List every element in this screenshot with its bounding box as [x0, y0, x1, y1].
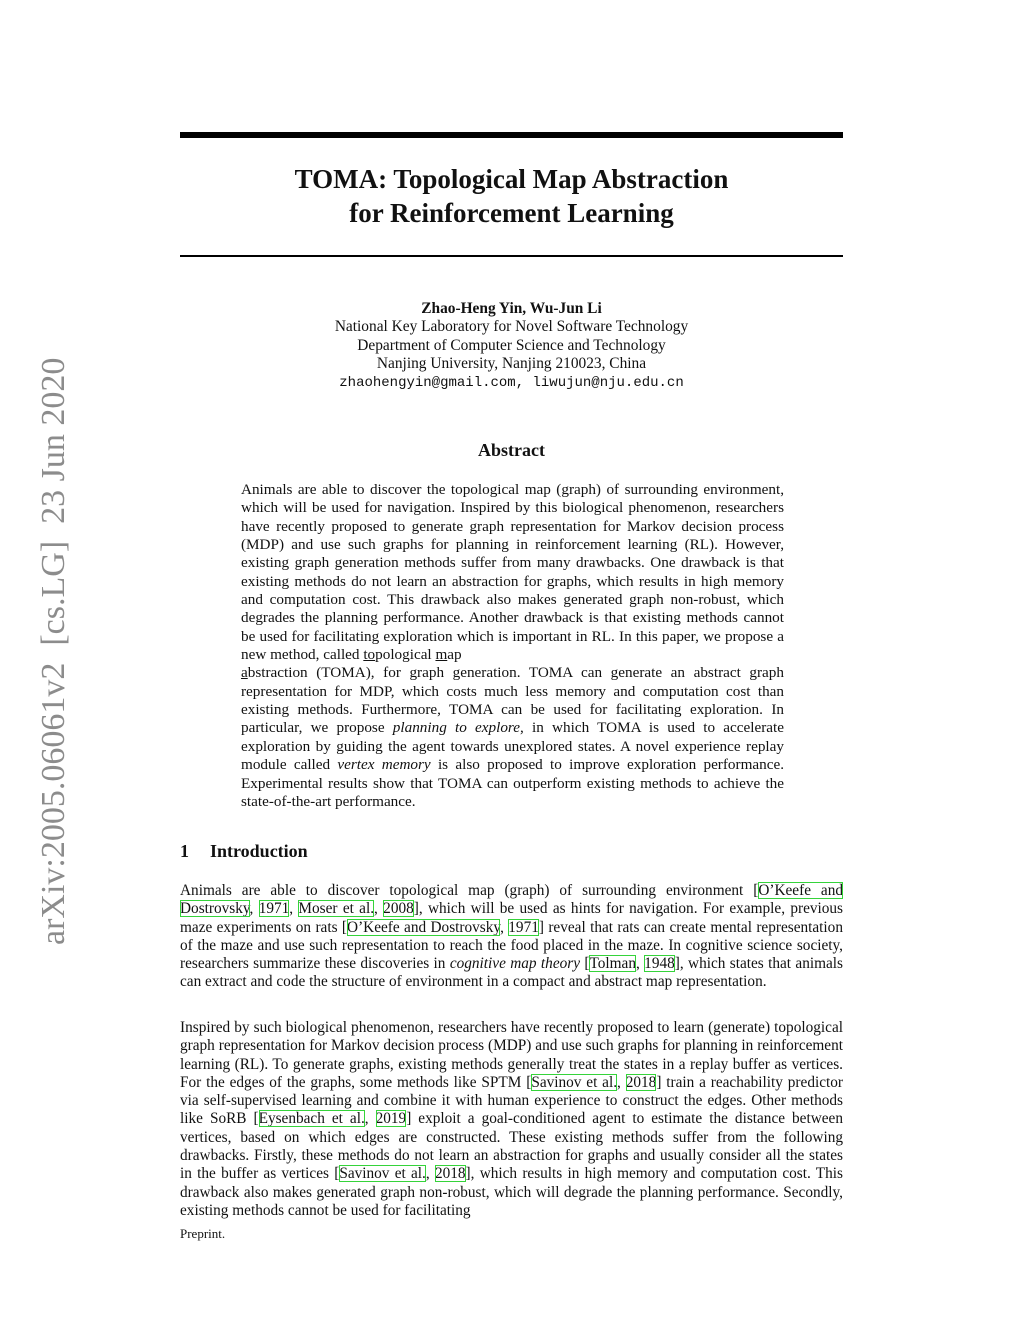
citation-link[interactable]: 2008 — [383, 900, 414, 918]
arxiv-id-text: arXiv:2005.06061v2 [cs.LG] 23 Jun 2020 — [35, 357, 72, 945]
citation-link[interactable]: 2018 — [434, 1165, 466, 1183]
title-line-1: TOMA: Topological Map Abstraction — [294, 164, 729, 194]
author-emails: zhaohengyin@gmail.com, liwujun@nju.edu.cn — [339, 374, 684, 391]
affiliation-university: Nanjing University, Nanjing 210023, China — [376, 355, 647, 373]
intro-paragraph-2: Inspired by such biological phenomenon, researchers have recently proposed to learn (generate) topological graph representation for Markov decision process (MDP) and use such graphs for planning in reinforcement learning (RL). To generate graphs, existing methods generally treat the states in a replay buffer as vertices. For the edges of the graphs, some methods like SPTM [Savinov et al., 2018] train a reachability predictor via self-supervised learning and combine it with human experience to construct the edges. Other methods like SoRB [Eysenbach et al., 2019] exploit a goal-conditioned agent to estimate the distance between vertices, based on which edges are constructed. These existing methods suffer from the following drawbacks. Firstly, these methods do not learn an abstraction for graphs and usually consider all the states in the buffer as vertices [Savinov et al., 2018], which results in high memory and computation cost. This drawback also makes generated graph non-robust, which will degrade the planning performance. Secondly, existing methods cannot be used for facilitating — [180, 1019, 843, 1219]
preprint-footer: Preprint. — [180, 1226, 226, 1241]
citation-link[interactable]: 1971 — [508, 918, 539, 936]
intro-paragraph-1: Animals are able to discover topological map (graph) of surrounding environment [O’Keefe and Dostrovsky, 1971, Moser et al., 2008], which will be used as hints for navigation. For example, previous maze experiments on rats [O’Keefe and Dostrovsky, 1971] reveal that rats can create mental representation of the maze and use such representation to reach the food placed in the maze. In cognitive science society, researchers summarize these discoveries in cognitive map theory [Tolman, 1948], which states that animals can extract and code the structure of environment in a compact and abstract map representation. — [180, 882, 844, 991]
title-bottom-rule — [180, 255, 843, 257]
paper-title — [180, 162, 843, 230]
citation-link[interactable]: Moser et al. — [298, 900, 375, 918]
citation-link[interactable]: Tolman — [589, 955, 636, 973]
citation-link[interactable]: O’Keefe and Dostrovsky — [347, 918, 501, 936]
citation-link[interactable]: 1948 — [644, 955, 675, 973]
author-block — [180, 300, 843, 392]
section-number: 1 — [180, 841, 189, 861]
title-top-rule — [180, 132, 843, 138]
abstract-heading: Abstract — [478, 440, 545, 460]
citation-link[interactable]: 1971 — [258, 900, 290, 918]
citation-link[interactable]: Savinov et al. — [531, 1073, 618, 1091]
citation-link[interactable]: Eysenbach et al. — [258, 1110, 365, 1128]
section-title: Introduction — [210, 841, 308, 861]
affiliation-dept: Department of Computer Science and Technology — [357, 336, 666, 354]
citation-link[interactable]: Savinov et al. — [339, 1165, 426, 1183]
citation-link[interactable]: O’Keefe and Dostrovsky — [180, 882, 844, 918]
affiliation-lab: National Key Laboratory for Novel Software Technology — [334, 318, 689, 336]
author-names: Zhao-Heng Yin, Wu-Jun Li — [421, 300, 602, 317]
title-line-2: for Reinforcement Learning — [349, 198, 674, 228]
citation-link[interactable]: 2018 — [625, 1073, 657, 1091]
section-heading-introduction — [180, 841, 308, 862]
citation-link[interactable]: 2019 — [375, 1110, 407, 1128]
abstract-body: Animals are able to discover the topological map (graph) of surrounding environment, which will be used for navigation. Inspired by this biological phenomenon, researchers have recently proposed to generate graph representation for Markov decision process (MDP) and use such graphs for planning in reinforcement learning (RL). However, existing graph generation methods suffer from many drawbacks. One drawback is that existing methods do not learn an abstraction for graphs, which results in high memory and computation cost. This drawback also makes generated graph non-robust, which degrades the planning performance. Another drawback is that existing methods cannot be used for facilitating exploration which is important in RL. In this paper, we propose a new method, called topological map abstraction (TOMA), for graph generation. TOMA can generate an abstract graph representation for MDP, which costs much less memory and computation cost than existing methods. Furthermore, TOMA can be used for facilitating exploration. In particular, we propose planning to explore, in which TOMA is used to accelerate exploration by guiding the agent towards unexplored states. A novel experience replay module called vertex memory is also proposed to improve exploration performance. Experimental results show that TOMA can outperform existing methods to achieve the state-of-the-art performance. — [241, 481, 785, 810]
